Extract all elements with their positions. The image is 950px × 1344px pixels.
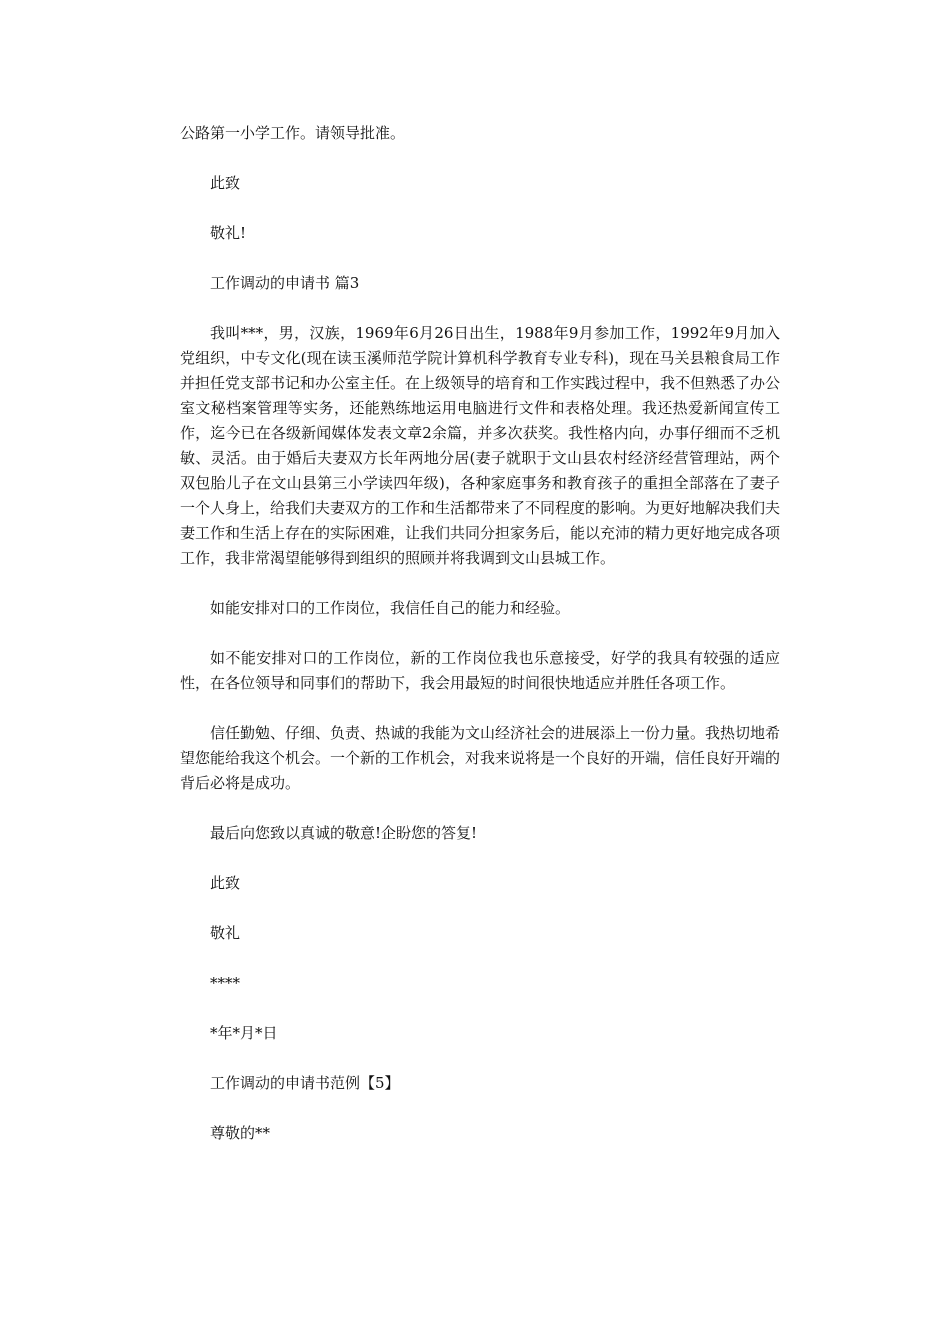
paragraph-closing-line: 公路第一小学工作。请领导批准。 [180, 124, 406, 142]
document-body [180, 121, 780, 1171]
salutation-cizhi: 此致 [210, 174, 241, 192]
salutation-jingli: 敬礼 [210, 924, 241, 942]
section-heading: 工作调动的申请书 篇3 [210, 274, 360, 292]
section-heading: 工作调动的申请书范例【5】 [210, 1074, 400, 1092]
paragraph-body: 最后向您致以真诚的敬意!企盼您的答复! [210, 824, 478, 842]
signature-placeholder: **** [210, 974, 240, 992]
salutation-jingli: 敬礼! [210, 224, 247, 242]
salutation-cizhi: 此致 [210, 874, 241, 892]
paragraph-body: 我叫***，男，汉族，1969年6月26日出生，1988年9月参加工作，1992年9月加入党组织，中专文化(现在读玉溪师范学院计算机科学教育专业专科)，现在马关县粮食局工作并担任党支部书记和办公室主任。在上级领导的培育和工作实践过程中，我不但熟悉了办公室文秘档案管理等实务，还能熟练地运用电脑进行文件和表格处理。我还热爱新闻宣传工作，迄今已在各级新闻媒体发表文章2余篇，并多次获奖。我性格内向，办事仔细而不乏机敏、灵活。由于婚后夫妻双方长年两地分居(妻子就职于文山县农村经济经营管理站，两个双包胎儿子在文山县第三小学读四年级)，各种家庭事务和教育孩子的重担全部落在了妻子一个人身上，给我们夫妻双方的工作和生活都带来了不同程度的影响。为更好地解决我们夫妻工作和生活上存在的实际困难，让我们共同分担家务后，能以充沛的精力更好地完成各项工作，我非常渴望能够得到组织的照顾并将我调到文山县城工作。 [180, 324, 781, 567]
paragraph-body: 如能安排对口的工作岗位，我信任自己的能力和经验。 [210, 599, 571, 617]
greeting-line: 尊敬的** [210, 1124, 271, 1142]
date-placeholder: *年*月*日 [210, 1024, 278, 1042]
paragraph-body: 信任勤勉、仔细、负责、热诚的我能为文山经济社会的进展添上一份力量。我热切地希望您能给我这个机会。一个新的工作机会，对我来说将是一个良好的开端，信任良好开端的背后必将是成功。 [180, 724, 781, 792]
paragraph-body: 如不能安排对口的工作岗位，新的工作岗位我也乐意接受，好学的我具有较强的适应性，在各位领导和同事们的帮助下，我会用最短的时间很快地适应并胜任各项工作。 [180, 649, 780, 692]
